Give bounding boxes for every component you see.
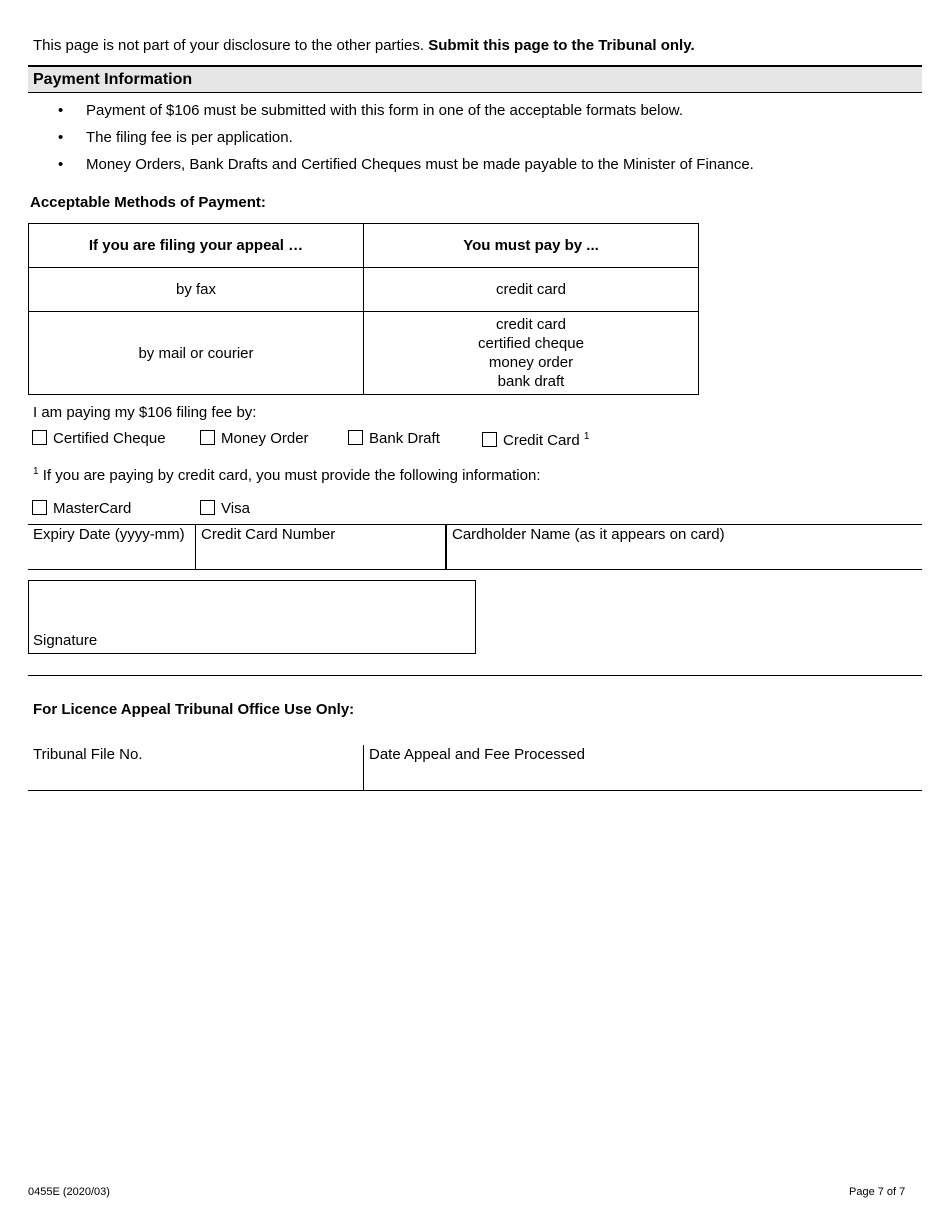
- money-order-option[interactable]: Money Order: [200, 430, 309, 447]
- table-row: [29, 268, 699, 312]
- credit-card-footnote: $^1$ If you are paying by credit card, you must provide the following information:: [33, 466, 541, 484]
- filing-method-cell: by mail or courier: [29, 312, 364, 395]
- bullet-icon: •: [58, 102, 64, 119]
- checkbox[interactable]: [32, 500, 47, 515]
- tribunal-file-no-field[interactable]: Tribunal File No.: [28, 745, 364, 790]
- paying-fee-label: I am paying my $106 filing fee by:: [33, 404, 257, 421]
- payment-section-header: [28, 65, 922, 93]
- table-header-pay: You must pay by ...: [364, 224, 699, 268]
- bank-draft-option[interactable]: Bank Draft: [348, 430, 440, 447]
- footnote-marker: 1: [583, 431, 590, 442]
- checkbox[interactable]: [200, 500, 215, 515]
- credit-card-fields-row: [28, 524, 922, 570]
- mastercard-option[interactable]: MasterCard: [32, 500, 131, 517]
- checkbox[interactable]: [482, 432, 497, 447]
- footnote-marker: 1: [33, 466, 39, 477]
- payment-bullet-list: [58, 102, 754, 183]
- list-item: • Payment of $106 must be submitted with this form in one of the acceptable formats below.: [58, 102, 683, 119]
- certified-cheque-option[interactable]: Certified Cheque: [32, 430, 166, 447]
- list-item: • The filing fee is per application.: [58, 129, 293, 146]
- methods-title: Acceptable Methods of Payment:: [30, 194, 266, 211]
- intro-text: This page is not part of your disclosure to the other parties.: [33, 37, 429, 54]
- cardholder-name-field[interactable]: Cardholder Name (as it appears on card): [452, 526, 725, 543]
- office-use-title: For Licence Appeal Tribunal Office Use Only:: [33, 701, 355, 718]
- divider: [28, 675, 922, 676]
- checkbox[interactable]: [200, 430, 215, 445]
- page-number: Page 7 of 7: [849, 1186, 906, 1198]
- list-item: • Money Orders, Bank Drafts and Certified Cheques must be made payable to the Minister of Finance.: [58, 156, 754, 173]
- filing-method-cell: by fax: [29, 268, 364, 312]
- table-header-filing: If you are filing your appeal …: [29, 224, 364, 268]
- intro-notice: [33, 37, 695, 54]
- pay-method-cell: credit card: [364, 268, 699, 312]
- checkbox[interactable]: [348, 430, 363, 445]
- form-code: 0455E (2020/03): [28, 1186, 110, 1198]
- bullet-icon: •: [58, 156, 64, 173]
- intro-bold-text: Submit this page to the Tribunal only.: [428, 37, 695, 54]
- table-row: [29, 312, 699, 395]
- payment-section-title: Payment Information: [33, 71, 193, 88]
- expiry-date-field[interactable]: Expiry Date (yyyy-mm): [28, 525, 196, 569]
- visa-option[interactable]: Visa: [200, 500, 250, 517]
- checkbox[interactable]: [32, 430, 47, 445]
- signature-label: Signature: [33, 632, 98, 649]
- signature-field[interactable]: [28, 580, 476, 654]
- payment-methods-table: [28, 223, 699, 395]
- credit-card-option[interactable]: Credit Card $^1$: [482, 432, 589, 449]
- date-processed-field[interactable]: Date Appeal and Fee Processed: [369, 746, 585, 763]
- office-use-row: [28, 745, 922, 791]
- card-number-field[interactable]: Credit Card Number: [196, 525, 447, 569]
- pay-method-cell: credit card certified cheque money order bank draft: [364, 312, 699, 395]
- bullet-icon: •: [58, 129, 64, 146]
